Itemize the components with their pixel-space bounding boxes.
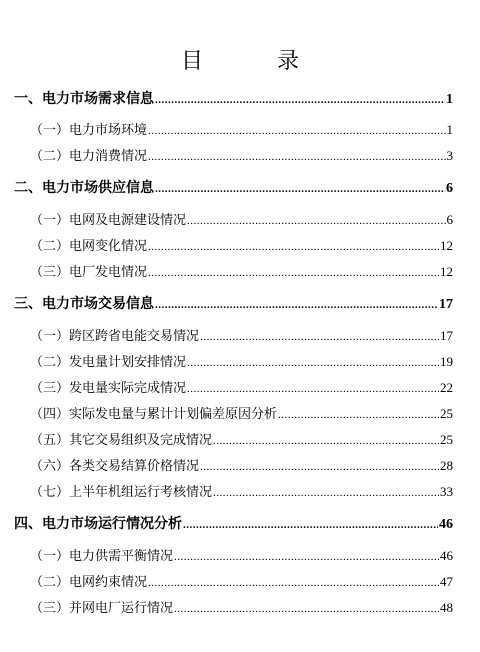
toc-entry[interactable] [30, 545, 453, 564]
dot-leader [148, 125, 445, 137]
toc-entry[interactable] [30, 429, 453, 448]
toc-entry[interactable] [14, 177, 453, 197]
toc-entry[interactable] [30, 597, 453, 616]
dot-leader [183, 519, 438, 531]
toc-entry[interactable] [30, 261, 453, 280]
toc-entry[interactable] [30, 571, 453, 590]
toc-entry-page: 1 [446, 92, 453, 107]
toc-entry-page: 17 [440, 328, 453, 343]
toc-entry-page: 46 [439, 517, 453, 532]
toc-entry-page: 33 [440, 484, 453, 499]
toc-entry[interactable] [14, 513, 453, 533]
toc-entry-label: （二）电网变化情况 [30, 239, 148, 254]
toc-entry-label: 二、电力市场供应信息 [14, 180, 154, 196]
page-title: 目 录 [180, 49, 325, 74]
dot-leader [174, 551, 439, 563]
toc-entry-page: 48 [440, 600, 453, 615]
toc-entry-page: 17 [439, 297, 453, 312]
toc-entry[interactable] [30, 325, 453, 344]
dot-leader [148, 577, 439, 589]
toc-entry-label: （三）发电量实际完成情况 [30, 381, 187, 396]
toc-entry-page: 6 [446, 212, 453, 227]
dot-leader [148, 267, 439, 279]
toc-entry[interactable] [30, 481, 453, 500]
toc-entry[interactable] [14, 293, 453, 313]
dot-leader [155, 183, 445, 195]
toc-entry-label: （五）其它交易组织及完成情况 [30, 433, 213, 448]
toc-entry-page: 12 [440, 238, 453, 253]
dot-leader [155, 94, 445, 106]
toc-entry-page: 6 [446, 181, 453, 196]
toc-entry-label: （一）电力供需平衡情况 [30, 549, 174, 564]
dot-leader [148, 241, 439, 253]
toc-entry-label: 四、电力市场运行情况分析 [14, 516, 182, 532]
dot-leader [213, 435, 439, 447]
toc-entry[interactable] [14, 88, 453, 108]
dot-leader [200, 331, 439, 343]
dot-leader [187, 215, 445, 227]
toc-entry-label: （二）电力消费情况 [30, 149, 148, 164]
toc-entry-label: （二）电网约束情况 [30, 575, 148, 590]
toc-entry-page: 25 [440, 406, 453, 421]
toc-entry-label: （二）发电量计划安排情况 [30, 355, 187, 370]
dot-leader [187, 383, 439, 395]
toc-entry[interactable] [30, 455, 453, 474]
toc-entry-label: （六）各类交易结算价格情况 [30, 459, 200, 474]
toc-entry-page: 47 [440, 574, 453, 589]
dot-leader [200, 461, 439, 473]
toc-entry[interactable] [30, 209, 453, 228]
dot-leader [187, 357, 439, 369]
toc-entry-label: （一）跨区跨省电能交易情况 [30, 329, 200, 344]
toc-entry-label: （三）并网电厂运行情况 [30, 601, 174, 616]
toc-entry-label: （七）上半年机组运行考核情况 [30, 485, 213, 500]
toc-entry-page: 28 [440, 458, 453, 473]
toc-entry-page: 22 [440, 380, 453, 395]
dot-leader [174, 603, 439, 615]
toc-entry[interactable] [30, 377, 453, 396]
toc-entry-page: 25 [440, 432, 453, 447]
toc-entry[interactable] [30, 145, 453, 164]
toc-entry-page: 19 [440, 354, 453, 369]
dot-leader [278, 409, 439, 421]
toc-entry[interactable] [30, 235, 453, 254]
toc-entry-label: 三、电力市场交易信息 [14, 296, 154, 312]
toc-entry-page: 1 [446, 122, 453, 137]
toc-entry-page: 12 [440, 264, 453, 279]
toc-entry-label: （一）电力市场环境 [30, 123, 148, 138]
toc-entry[interactable] [30, 351, 453, 370]
toc-entry-label: （一）电网及电源建设情况 [30, 213, 187, 228]
toc-entry[interactable] [30, 119, 453, 138]
toc-entry-label: 一、电力市场需求信息 [14, 91, 154, 107]
dot-leader [213, 487, 439, 499]
dot-leader [148, 151, 445, 163]
toc-entry-page: 3 [446, 148, 453, 163]
toc-entry-label: （三）电厂发电情况 [30, 265, 148, 280]
toc-entry-page: 46 [440, 548, 453, 563]
dot-leader [155, 299, 438, 311]
toc-entry[interactable] [30, 403, 453, 422]
toc-entry-label: （四）实际发电量与累计计划偏差原因分析 [30, 407, 278, 422]
